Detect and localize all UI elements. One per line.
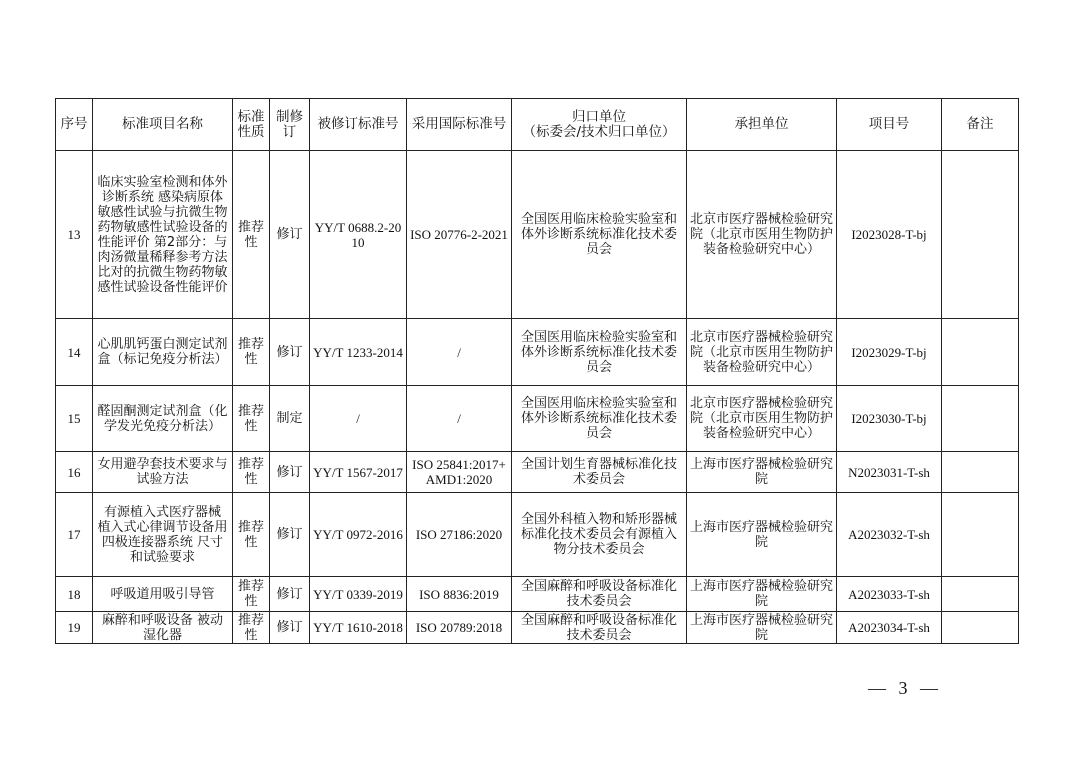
cell-intl-std: ISO 27186:2020	[407, 493, 512, 577]
cell-revision: 修订	[270, 151, 310, 319]
table-body	[56, 151, 1019, 644]
header-undertaker: 承担单位	[687, 99, 837, 151]
cell-seq: 18	[56, 577, 93, 612]
header-committee: 归口单位 （标委会/技术归口单位）	[512, 99, 687, 151]
cell-project-no: N2023031-T-sh	[837, 452, 942, 493]
cell-project-no: A2023034-T-sh	[837, 612, 942, 644]
cell-project-no: I2023029-T-bj	[837, 319, 942, 386]
cell-nature: 推荐性	[233, 319, 270, 386]
cell-committee: 全国计划生育器械标准化技术委员会	[512, 452, 687, 493]
cell-intl-std: ISO 25841:2017+AMD1:2020	[407, 452, 512, 493]
table-row	[56, 386, 1019, 452]
cell-intl-std: ISO 20789:2018	[407, 612, 512, 644]
cell-remarks	[942, 386, 1019, 452]
cell-intl-std: /	[407, 319, 512, 386]
page-number: — 3 —	[868, 678, 942, 698]
cell-undertaker: 北京市医疗器械检验研究院（北京市医用生物防护装备检验研究中心）	[687, 151, 837, 319]
header-intl-std: 采用国际标准号	[407, 99, 512, 151]
cell-revised-std: YY/T 0972-2016	[310, 493, 407, 577]
table-row	[56, 452, 1019, 493]
cell-revised-std: YY/T 0339-2019	[310, 577, 407, 612]
cell-nature: 推荐性	[233, 151, 270, 319]
cell-undertaker: 上海市医疗器械检验研究院	[687, 577, 837, 612]
cell-committee: 全国医用临床检验实验室和体外诊断系统标准化技术委员会	[512, 319, 687, 386]
cell-name: 呼吸道用吸引导管	[93, 577, 233, 612]
cell-committee: 全国医用临床检验实验室和体外诊断系统标准化技术委员会	[512, 386, 687, 452]
cell-nature: 推荐性	[233, 612, 270, 644]
cell-undertaker: 上海市医疗器械检验研究院	[687, 493, 837, 577]
table-row	[56, 493, 1019, 577]
cell-nature: 推荐性	[233, 493, 270, 577]
cell-committee: 全国外科植入物和矫形器械标准化技术委员会有源植入物分技术委员会	[512, 493, 687, 577]
header-project-no: 项目号	[837, 99, 942, 151]
cell-intl-std: ISO 20776-2-2021	[407, 151, 512, 319]
cell-revised-std: YY/T 1610-2018	[310, 612, 407, 644]
cell-remarks	[942, 493, 1019, 577]
cell-name: 心肌肌钙蛋白测定试剂盒（标记免疫分析法）	[93, 319, 233, 386]
cell-intl-std: /	[407, 386, 512, 452]
cell-project-no: I2023030-T-bj	[837, 386, 942, 452]
cell-revision: 修订	[270, 577, 310, 612]
cell-project-no: A2023033-T-sh	[837, 577, 942, 612]
cell-undertaker: 北京市医疗器械检验研究院（北京市医用生物防护装备检验研究中心）	[687, 386, 837, 452]
cell-name: 有源植入式医疗器械 植入式心律调节设备用四极连接器系统 尺寸和试验要求	[93, 493, 233, 577]
cell-revised-std: YY/T 1233-2014	[310, 319, 407, 386]
cell-seq: 19	[56, 612, 93, 644]
header-name: 标准项目名称	[93, 99, 233, 151]
cell-name: 女用避孕套技术要求与试验方法	[93, 452, 233, 493]
cell-committee: 全国麻醉和呼吸设备标准化技术委员会	[512, 577, 687, 612]
cell-committee: 全国医用临床检验实验室和体外诊断系统标准化技术委员会	[512, 151, 687, 319]
cell-revision: 修订	[270, 319, 310, 386]
cell-remarks	[942, 577, 1019, 612]
header-remarks: 备注	[942, 99, 1019, 151]
standards-table	[55, 98, 1019, 644]
cell-revised-std: YY/T 1567-2017	[310, 452, 407, 493]
cell-seq: 13	[56, 151, 93, 319]
cell-nature: 推荐性	[233, 577, 270, 612]
cell-intl-std: ISO 8836:2019	[407, 577, 512, 612]
cell-undertaker: 上海市医疗器械检验研究院	[687, 452, 837, 493]
table-row	[56, 319, 1019, 386]
cell-name: 醛固酮测定试剂盒（化学发光免疫分析法）	[93, 386, 233, 452]
cell-revision: 修订	[270, 452, 310, 493]
table-header-row	[56, 99, 1019, 151]
cell-seq: 15	[56, 386, 93, 452]
header-revision: 制修订	[270, 99, 310, 151]
cell-project-no: A2023032-T-sh	[837, 493, 942, 577]
cell-name: 临床实验室检测和体外诊断系统 感染病原体敏感性试验与抗微生物药物敏感性试验设备的性能评价 第2部分：与肉汤微量稀释参考方法比对的抗微生物药物敏感性试验设备性能评价	[93, 151, 233, 319]
cell-project-no: I2023028-T-bj	[837, 151, 942, 319]
cell-remarks	[942, 319, 1019, 386]
cell-remarks	[942, 151, 1019, 319]
cell-revision: 制定	[270, 386, 310, 452]
cell-nature: 推荐性	[233, 386, 270, 452]
cell-revision: 修订	[270, 612, 310, 644]
header-seq: 序号	[56, 99, 93, 151]
cell-remarks	[942, 452, 1019, 493]
cell-seq: 17	[56, 493, 93, 577]
cell-revision: 修订	[270, 493, 310, 577]
cell-committee: 全国麻醉和呼吸设备标准化技术委员会	[512, 612, 687, 644]
cell-revised-std: /	[310, 386, 407, 452]
cell-nature: 推荐性	[233, 452, 270, 493]
cell-name: 麻醉和呼吸设备 被动湿化器	[93, 612, 233, 644]
cell-revised-std: YY/T 0688.2-2010	[310, 151, 407, 319]
cell-remarks	[942, 612, 1019, 644]
cell-seq: 16	[56, 452, 93, 493]
cell-seq: 14	[56, 319, 93, 386]
table-row	[56, 577, 1019, 612]
cell-undertaker: 上海市医疗器械检验研究院	[687, 612, 837, 644]
header-nature: 标准性质	[233, 99, 270, 151]
cell-undertaker: 北京市医疗器械检验研究院（北京市医用生物防护装备检验研究中心）	[687, 319, 837, 386]
table-row	[56, 151, 1019, 319]
header-revised-std: 被修订标准号	[310, 99, 407, 151]
table-row	[56, 612, 1019, 644]
